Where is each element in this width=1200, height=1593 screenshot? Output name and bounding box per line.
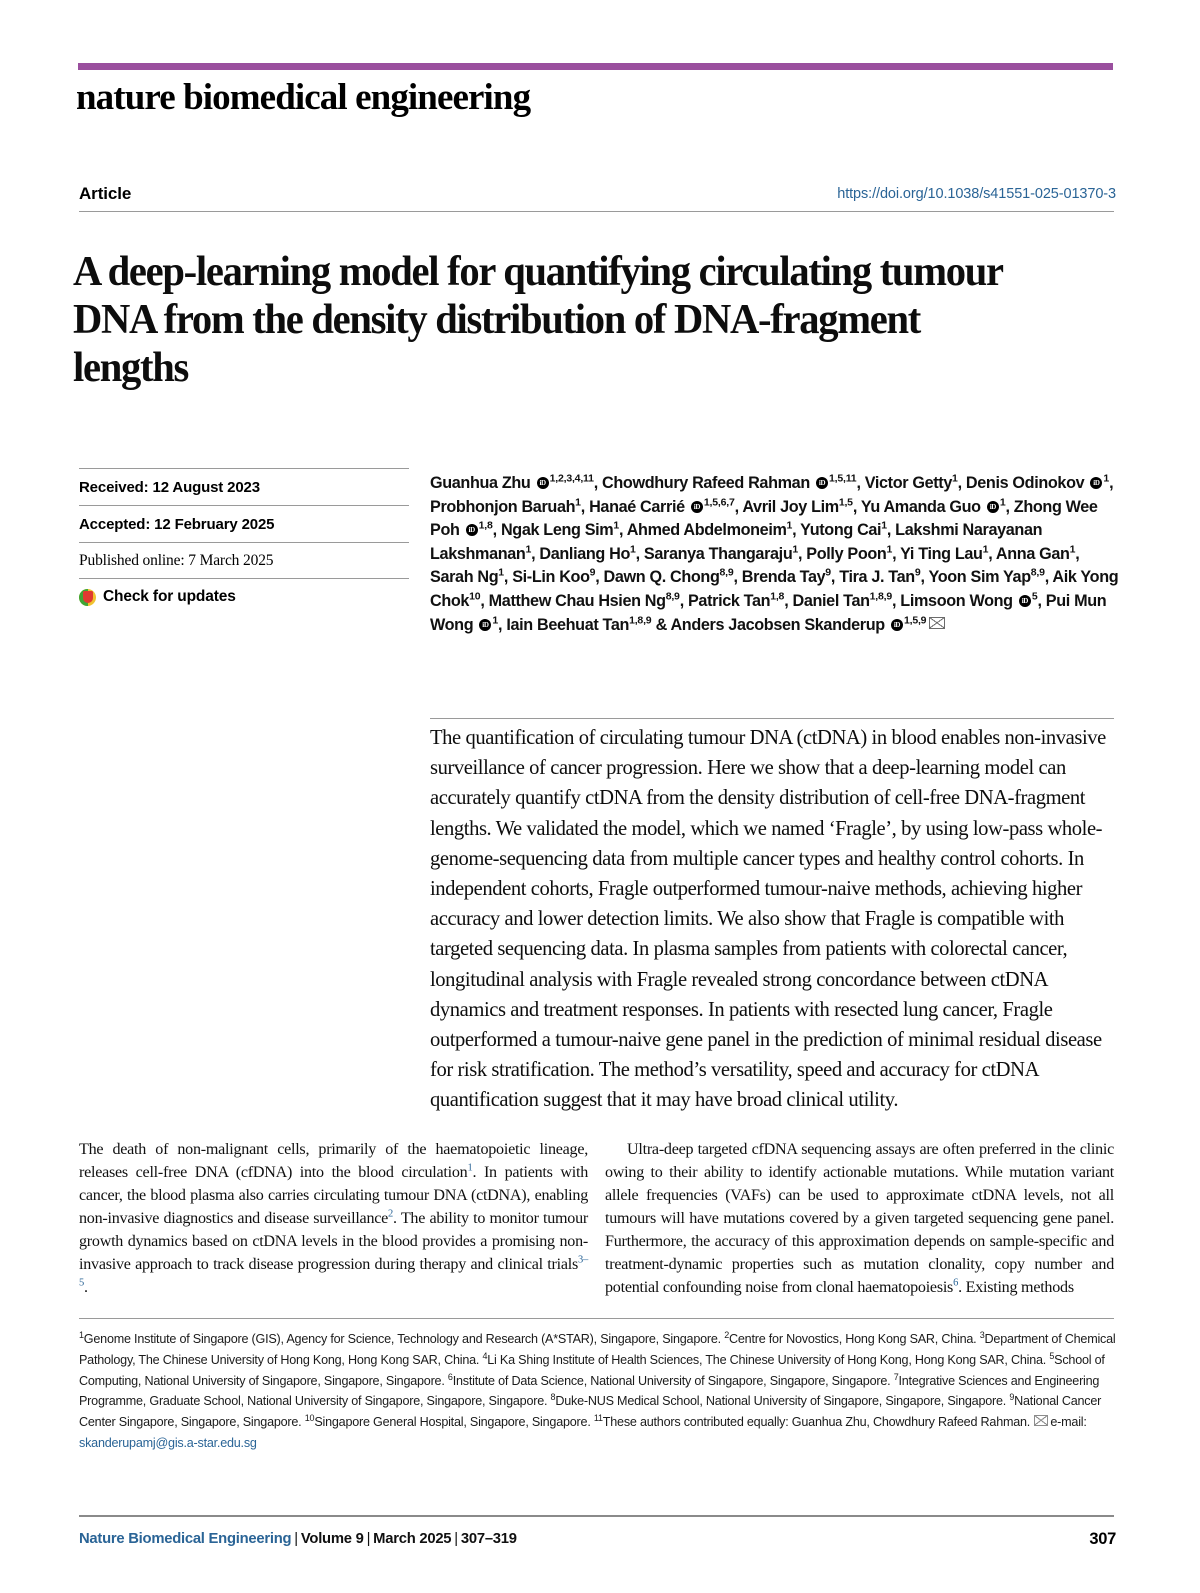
page-title: A deep-learning model for quantifying circulating tumour DNA from the density distribution of DNA-fragment lengths [73,248,1003,392]
footer-volume: Volume 9 [300,1531,364,1547]
intro-paragraph-right: Ultra-deep targeted cfDNA sequencing assays are often preferred in the clinic owing to their ability to identify actionable mutations. While mutation variant allele frequencies (VAFs) can be used to approximate ctDNA levels, not all tumours will have mutations covered by a given targeted sequencing gene panel. Furthermore, the accuracy of this approximation depends on sample-specific and treatment-dynamic properties such as mutation clonality, copy number and potential confounding noise from clonal haematopoiesis$^6$. Existing methods [605,1141,1114,1296]
body-column-left [79,1138,588,1299]
publication-dates-panel [79,468,409,614]
orcid-icon[interactable] [987,501,999,513]
accepted-date: Accepted: 12 February 2025 [79,516,275,533]
corresponding-email-link[interactable]: skanderupamj@gis.a-star.edu.sg [79,1435,257,1450]
doi-link[interactable]: https://doi.org/10.1038/s41551-025-01370-3 [837,186,1116,202]
intro-paragraph-left: The death of non-malignant cells, primarily of the haematopoietic lineage, releases cell-free DNA (cfDNA) into the blood circulation$^1$. In patients with cancer, the blood plasma also carries circulating tumour DNA (ctDNA), enabling non-invasive diagnostics and disease surveillance$^2$. The ability to monitor tumour growth dynamics based on ctDNA levels in the blood provides a promising non-invasive approach to track disease progression during therapy and clinical trials$^{3-5}$. [79,1141,588,1296]
email-envelope-icon [1034,1415,1048,1426]
page-number: 307 [1089,1530,1116,1548]
footer-issue-date: March 2025 [373,1531,452,1547]
brand-accent-bar [78,63,1113,70]
header-divider [79,211,1114,212]
footer-journal-name[interactable]: Nature Biomedical Engineering [79,1531,292,1547]
published-online-date: Published online: 7 March 2025 [79,552,274,569]
footer-citation: Nature Biomedical Engineering | Volume 9 | March 2025 | 307–319 [79,1531,517,1547]
orcid-icon[interactable] [466,524,478,536]
affiliations-block: $^1$Genome Institute of Singapore (GIS), Agency for Science, Technology and Research (A*STAR), Singapore, Singapore. $^2$Centre for Novostics, Hong Kong SAR, China. $^3$Department of Chemical Pathology, The Chinese University of Hong Kong, Hong Kong SAR, China. $^4$Li Ka Shing Institute of Health Sciences, The Chinese University of Hong Kong, Hong Kong SAR, China. $^5$School of Computing, National University of Singapore, Singapore, Singapore. $^6$Institute of Data Science, National University of Singapore, Singapore, Singapore. $^7$Integrative Sciences and Engineering Programme, Graduate School, National University of Singapore, Singapore, Singapore. $^8$Duke-NUS Medical School, National University of Singapore, Singapore, Singapore. $^9$National Cancer Center Singapore, Singapore, Singapore. $^{10}$Singapore General Hospital, Singapore, Singapore. $^{11}$These authors contributed equally: Guanhua Zhu, Chowdhury Rafeed Rahman. e-mail: skanderupamj@gis.a-star.edu.sg [79,1329,1116,1450]
author-list: Guanhua Zhu iD$^{1,2,3,4,11}$, Chowdhury Rafeed Rahman iD$^{1,5,11}$, Victor Getty$^1$, Denis Odinokov $iD^1$, Probhonjon Baruah$^1$, Hanaé Carrié iD$^{1,5,6,7}$, Avril Joy Lim$^{1,5}$, Yu Amanda Guo $iD^1$, Zhong Wee Poh iD$^{1,8}$, Ngak Leng Sim$^1$, Ahmed Abdelmoneim$^1$, Yutong Cai$^1$, Lakshmi Narayanan Lakshmanan$^1$, Danliang Ho$^1$, Saranya Thangaraju$^1$, Polly Poon$^1$, Yi Ting Lau$^1$, Anna Gan$^1$, Sarah Ng$^1$, Si-Lin Koo$^9$, Dawn Q. Chong$^{8,9}$, Brenda Tay$^9$, Tira J. Tan$^9$, Yoon Sim Yap$^{8,9}$, Aik Yong Chok$^{10}$, Matthew Chau Hsien Ng$^{8,9}$, Patrick Tan$^{1,8}$, Daniel Tan$^{1,8,9}$, Limsoon Wong $iD^5$, Pui Mun Wong $iD^1$, Iain Beehuat Tan$^{1,8,9}$ & Anders Jacobsen Skanderup iD$^{1,5,9}$ [430,472,1120,637]
footer-divider [79,1515,1114,1517]
article-type-label: Article [79,184,132,203]
orcid-icon[interactable] [537,477,549,489]
orcid-icon[interactable] [891,619,903,631]
journal-masthead: nature biomedical engineering [76,77,531,118]
received-date: Received: 12 August 2023 [79,479,260,496]
abstract-divider [430,718,1114,719]
email-envelope-icon[interactable] [929,617,945,629]
crossmark-badge-icon [79,589,96,606]
abstract-text: The quantification of circulating tumour DNA (ctDNA) in blood enables non-invasive surveillance of cancer progression. Here we show that a deep-learning model can accurately quantify ctDNA from the density distribution of cell-free DNA-fragment lengths. We validated the model, which we named ‘Fragle’, by using low-pass whole-genome-sequencing data from multiple cancer types and healthy control cohorts. In independent cohorts, Fragle outperformed tumour-naive methods, achieving higher accuracy and lower detection limits. We also show that Fragle is compatible with targeted sequencing data. In plasma samples from patients with colorectal cancer, longitudinal analysis with Fragle revealed strong concordance between ctDNA dynamics and treatment responses. In patients with resected lung cancer, Fragle outperformed a tumour-naive gene panel in the prediction of minimal residual disease for risk stratification. The method’s versatility, speed and accuracy for ctDNA quantification suggest that it may have broad clinical utility. [430,727,1106,1112]
affiliations-divider [79,1318,1114,1319]
orcid-icon[interactable] [1019,595,1031,607]
check-for-updates-label: Check for updates [103,588,236,605]
body-column-right [605,1138,1114,1299]
footer-pages: 307–319 [460,1531,517,1547]
orcid-icon[interactable] [1090,477,1102,489]
orcid-icon[interactable] [691,501,703,513]
orcid-icon[interactable] [816,477,828,489]
orcid-icon[interactable] [479,619,491,631]
check-for-updates-button[interactable] [79,579,409,614]
